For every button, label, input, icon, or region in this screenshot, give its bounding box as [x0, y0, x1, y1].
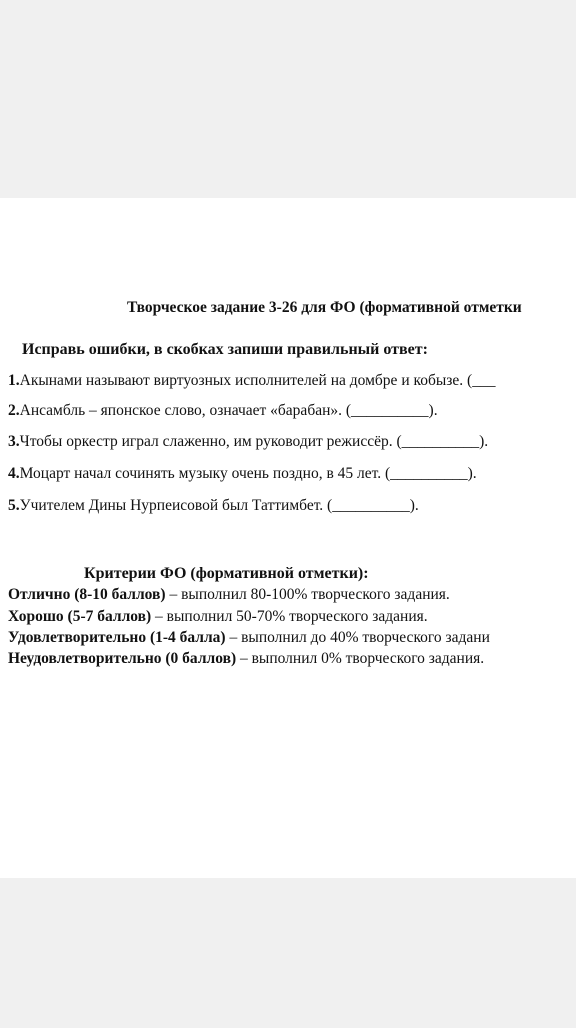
criteria-grade: Неудовлетворительно (0 баллов): [8, 650, 237, 667]
criteria-grade: Отлично (8-10 баллов): [8, 586, 166, 603]
instruction-text: Исправь ошибки, в скобках запиши правильный ответ:: [22, 341, 428, 358]
question-text: Моцарт начал сочинять музыку очень поздно, в 45 лет. (__________).: [19, 465, 477, 482]
criteria-grade: Хорошо (5-7 баллов): [8, 608, 152, 625]
criteria-title: Критерии ФО (формативной отметки):: [84, 565, 369, 582]
criteria-desc: – выполнил до 40% творческого задани: [225, 629, 490, 646]
question-1: [8, 372, 495, 390]
criteria-item-excellent: [8, 586, 450, 604]
criteria-desc: – выполнил 50-70% творческого задания.: [151, 608, 428, 625]
question-text: Ансамбль – японское слово, означает «барабан». (__________).: [19, 402, 438, 419]
question-number: 2.: [8, 402, 20, 419]
document-title: Творческое задание 3-26 для ФО (формативной отметки: [127, 299, 522, 316]
question-number: 4.: [8, 465, 20, 482]
question-text: Учителем Дины Нурпеисовой был Таттимбет. (__________).: [19, 497, 419, 514]
question-number: 1.: [8, 372, 20, 389]
criteria-grade: Удовлетворительно (1-4 балла): [8, 629, 226, 646]
question-3: [8, 433, 488, 451]
criteria-item-satisfactory: [8, 629, 490, 647]
criteria-item-unsatisfactory: [8, 650, 484, 668]
question-number: 5.: [8, 497, 20, 514]
question-5: [8, 497, 419, 515]
question-2: [8, 402, 438, 420]
criteria-desc: – выполнил 0% творческого задания.: [236, 650, 485, 667]
question-text: Акынами называют виртуозных исполнителей на домбре и кобызе. (___: [19, 372, 496, 389]
criteria-item-good: [8, 608, 428, 626]
question-4: [8, 465, 477, 483]
question-number: 3.: [8, 433, 20, 450]
criteria-desc: – выполнил 80-100% творческого задания.: [165, 586, 450, 603]
document-page: [0, 198, 576, 878]
question-text: Чтобы оркестр играл слаженно, им руководит режиссёр. (__________).: [19, 433, 489, 450]
